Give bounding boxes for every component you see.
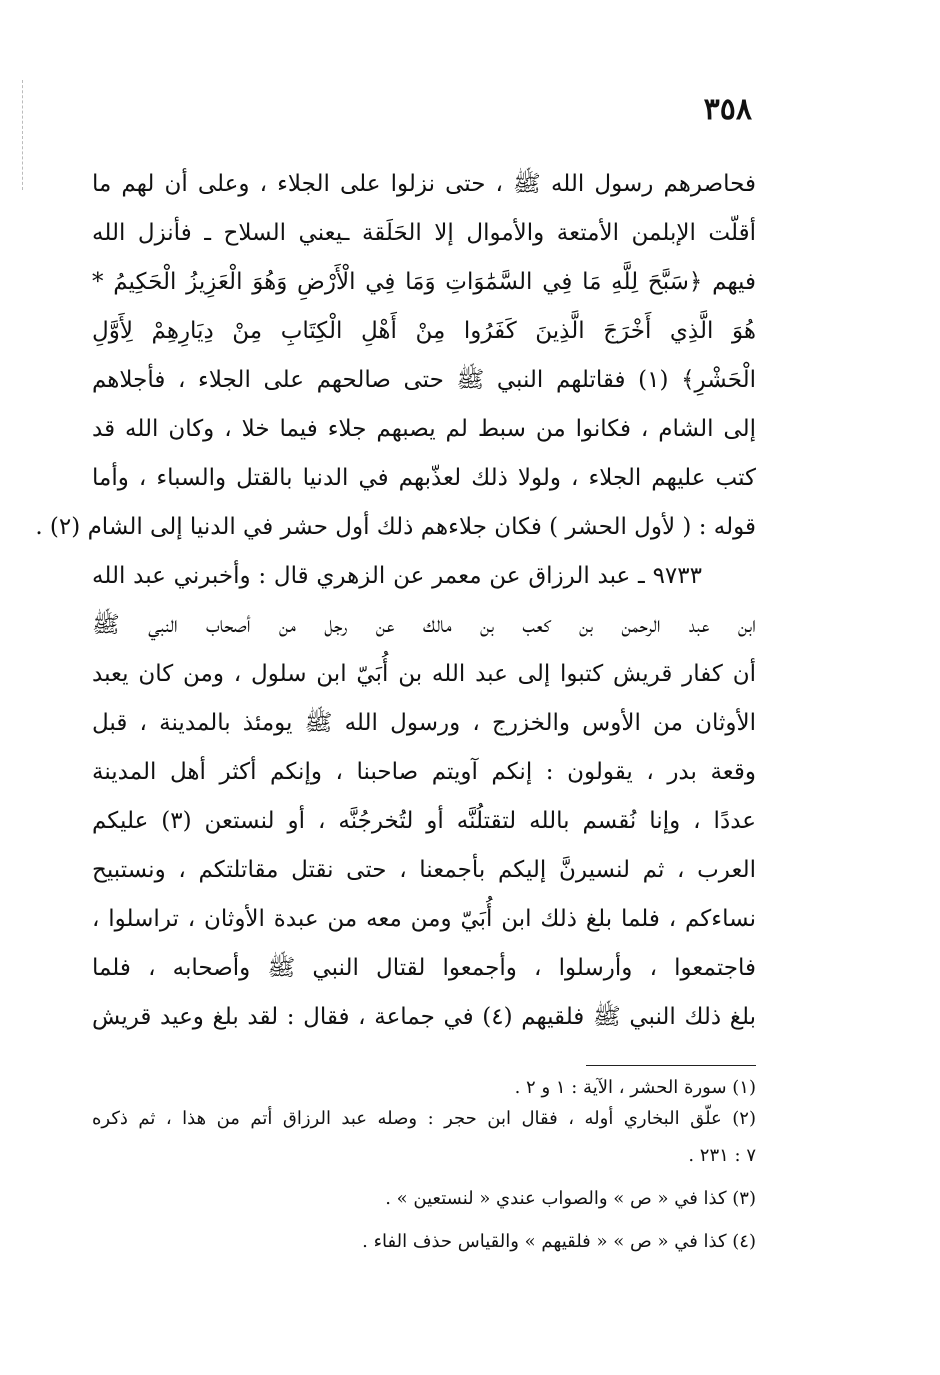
text-line: عددًا ، وإنا نُقسم بالله لتقتلُنَّه أو لتُخرجُنَّه ، أو لنستعن (٣) عليكم [92,808,756,834]
footnote-2: (٢) علّق البخاري أوله ، فقال ابن حجر : وصله عبد الرزاق أتم من هذا ، ثم ذكره [92,1108,756,1129]
scan-margin-mark [22,80,23,190]
text-line: أقلّت الإبلمن الأمتعة والأموال إلا الحَلَقة ـيعني السلاح ـ فأنزل الله [92,220,756,246]
main-text [35,160,756,1042]
page-number: ٣٥٨ [703,92,752,127]
text-line: أن كفار قريش كتبوا إلى عبد الله بن أُبَيّ ابن سلول ، ومن كان يعبد [92,661,756,687]
text-line: فاجتمعوا ، وأرسلوا ، وأجمعوا لقتال النبي ﷺ وأصحابه ، فلما [92,955,756,981]
footnote-3: (٣) كذا في « ص » والصواب عندي « لنستعين » . [385,1188,756,1209]
footnote-divider [586,1065,756,1066]
hadith-number-line: ٩٧٣٣ ـ عبد الرزاق عن معمر عن الزهري قال : وأخبرني عبد الله [92,563,702,589]
text-line: هُوَ الَّذِي أَخْرَجَ الَّذِينَ كَفَرُوا مِنْ أَهْلِ الْكِتَابِ مِنْ دِيَارِهِمْ لِأَوَّلِ [92,318,756,344]
text-line: قوله : ( لأول الحشر ) فكان جلاءهم ذلك أول حشر في الدنيا إلى الشام (٢) . [35,514,756,540]
text-line: الْحَشْرِ﴾ (١) فقاتلهم النبي ﷺ حتى صالحهم على الجلاء ، فأجلاهم [92,367,756,393]
text-line: إلى الشام ، فكانوا من سبط لم يصبهم جلاء فيما خلا ، وكان الله قد [92,416,756,442]
text-line: نساءكم ، فلما بلغ ذلك ابن أُبَيّ ومن معه من عبدة الأوثان ، تراسلوا ، [92,906,756,932]
footnote-2-continued: ٧ : ٢٣١ . [688,1145,756,1166]
text-line: العرب ، ثم لنسيرنَّ إليكم بأجمعنا ، حتى نقتل مقاتلتكم ، ونستبيح [92,857,756,883]
text-line: ابن عبد الرحمن بن كعب بن مالك عن رجل من أصحاب النبي ﷺ [92,612,756,638]
text-line: بلغ ذلك النبي ﷺ فلقيهم (٤) في جماعة ، فقال : لقد بلغ وعيد قريش [92,1004,756,1030]
text-line: الأوثان من الأوس والخزرج ، ورسول الله ﷺ يومئذ بالمدينة ، قبل [92,710,756,736]
text-line: كتب عليهم الجلاء ، ولولا ذلك لعذّبهم في الدنيا بالقتل والسباء ، وأما [92,465,756,491]
text-line: فيهم ﴿سَبَّحَ لِلَّهِ مَا فِي السَّمَٰوَاتِ وَمَا فِي الْأَرْضِ وَهُوَ الْعَزِيزُ الْحَكِيمُ * [92,269,756,295]
footnote-4: (٤) كذا في « ص » « فلقيهم » والقياس حذف الفاء . [362,1231,756,1252]
text-line: فحاصرهم رسول الله ﷺ ، حتى نزلوا على الجلاء ، وعلى أن لهم ما [92,171,756,197]
footnote-1: (١) سورة الحشر ، الآية : ١ و ٢ . [514,1077,756,1098]
footnotes [92,1072,756,1263]
text-line: وقعة بدر ، يقولون : إنكم آويتم صاحبنا ، وإنكم أكثر أهل المدينة [92,759,756,785]
